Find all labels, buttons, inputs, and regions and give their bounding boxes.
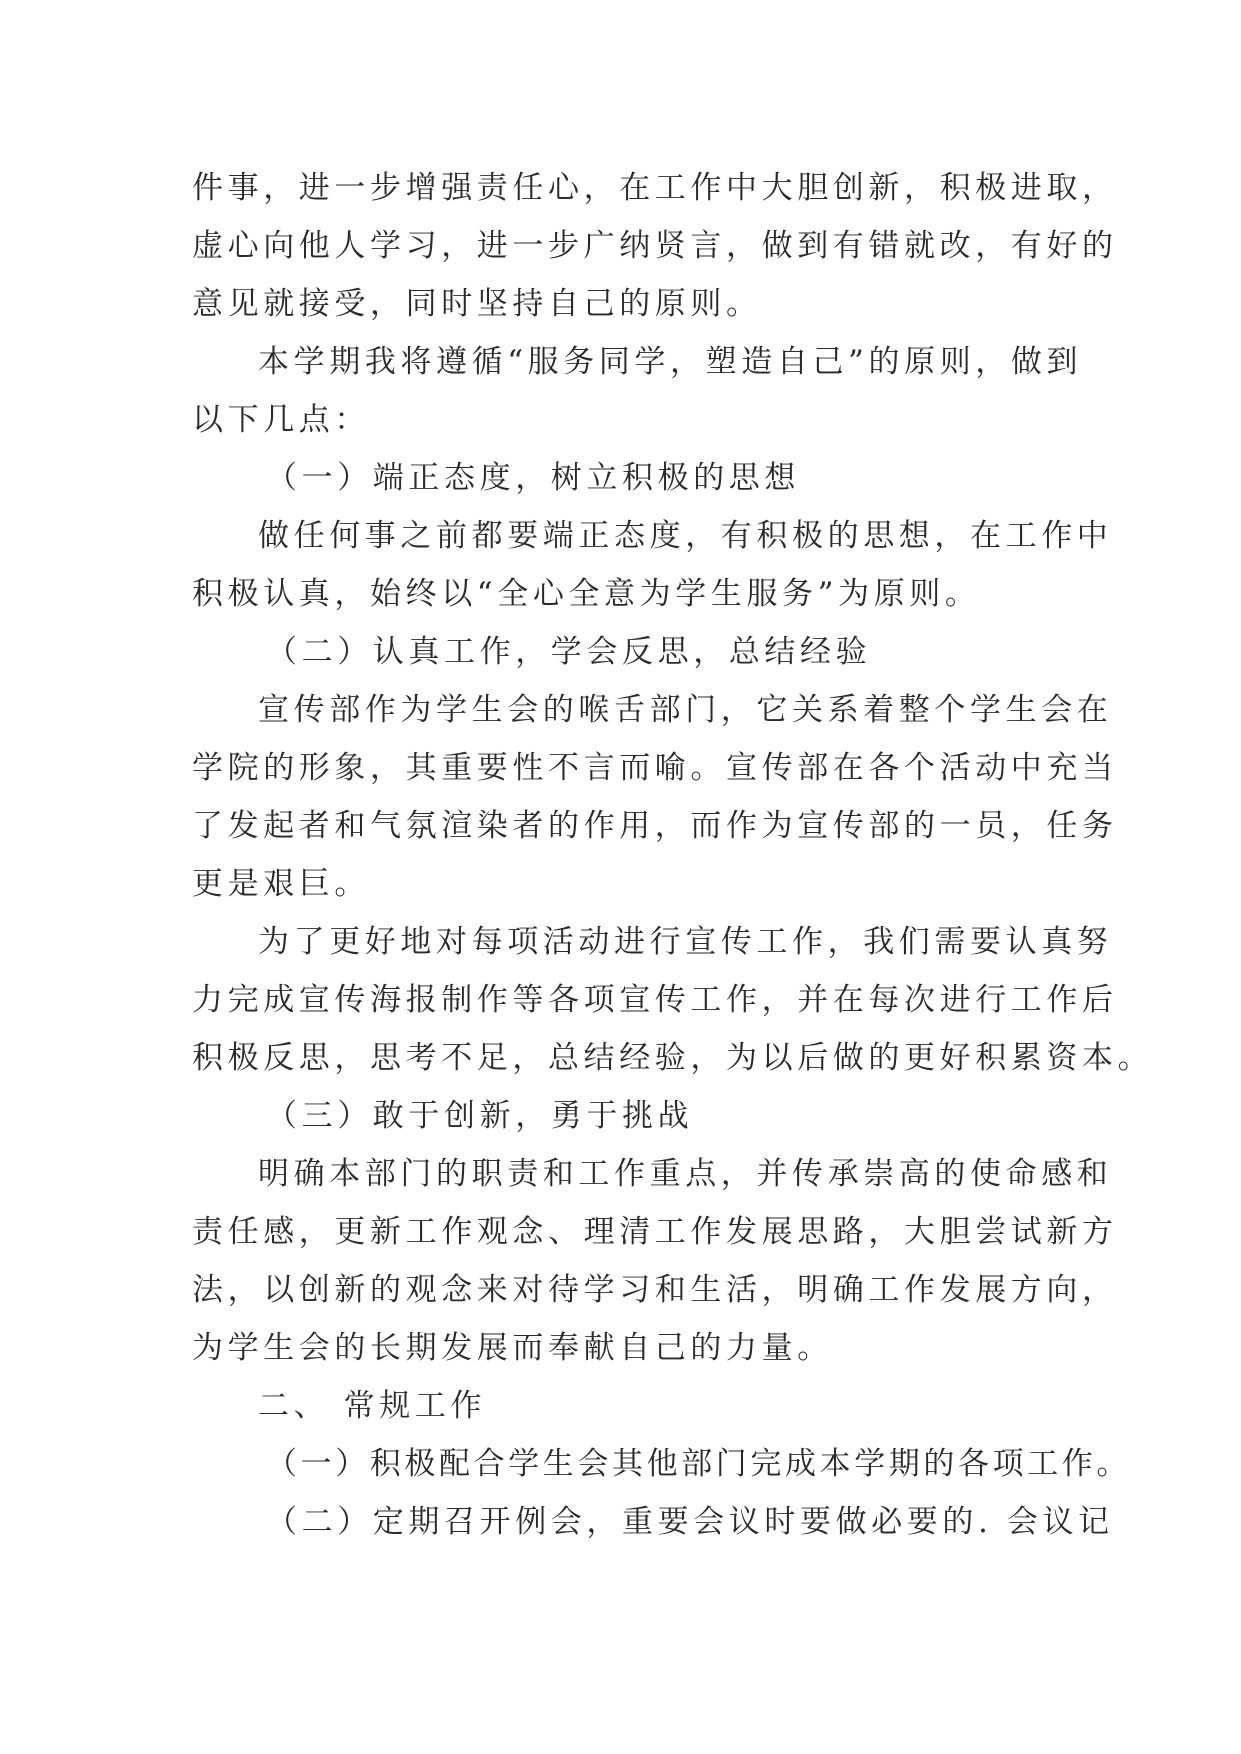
section-heading: （一）端正态度，树立积极的思想 (266, 460, 800, 496)
text-line: 为学生会的长期发展而奉献自己的力量。 (192, 1330, 833, 1366)
text-line: 更是艰巨。 (192, 866, 370, 902)
paragraph-start: 为了更好地对每项活动进行宣传工作，我们需要认真努 (258, 924, 1113, 960)
list-item: （一）积极配合学生会其他部门完成本学期的各项工作。 (266, 1446, 1131, 1482)
paragraph-start: 本学期我将遵循“服务同学，塑造自己”的原则，做到 (258, 344, 1083, 380)
section-heading: （二）认真工作，学会反思，总结经验 (266, 634, 872, 670)
list-item: （二）定期召开例会，重要会议时要做必要的. 会议记 (266, 1504, 1114, 1540)
text-line: 了发起者和气氛渲染者的作用，而作为宣传部的一员，任务 (192, 808, 1118, 844)
text-line: 学院的形象，其重要性不言而喻。宣传部在各个活动中充当 (192, 750, 1118, 786)
text-line: 积极认真，始终以“全心全意为学生服务”为原则。 (192, 576, 981, 612)
text-line: 责任感，更新工作观念、理清工作发展思路，大胆尝试新方 (192, 1214, 1118, 1250)
text-line: 法，以创新的观念来对待学习和生活，明确工作发展方向， (192, 1272, 1118, 1308)
text-line: 虚心向他人学习，进一步广纳贤言，做到有错就改，有好的 (192, 228, 1118, 264)
paragraph-start: 明确本部门的职责和工作重点，并传承崇高的使命感和 (258, 1156, 1113, 1192)
section-heading: 二、 常规工作 (258, 1388, 487, 1424)
paragraph-start: 做任何事之前都要端正态度，有积极的思想，在工作中 (258, 518, 1113, 554)
text-line: 以下几点： (192, 402, 370, 438)
text-line: 积极反思，思考不足，总结经验，为以后做的更好积累资本。 (192, 1040, 1154, 1076)
text-line: 力完成宣传海报制作等各项宣传工作，并在每次进行工作后 (192, 982, 1118, 1018)
section-heading: （三）敢于创新，勇于挑战 (266, 1098, 694, 1134)
text-line: 件事，进一步增强责任心，在工作中大胆创新，积极进取， (192, 170, 1118, 206)
text-line: 意见就接受，同时坚持自己的原则。 (192, 286, 762, 322)
paragraph-start: 宣传部作为学生会的喉舌部门，它关系着整个学生会在 (258, 692, 1113, 728)
